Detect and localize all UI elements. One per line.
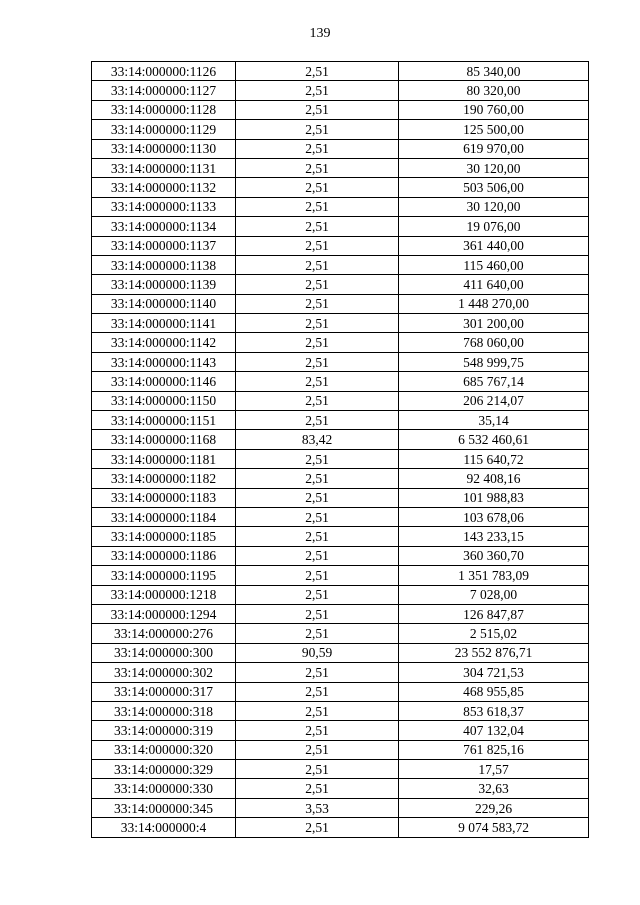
table-row bbox=[92, 585, 589, 604]
rate-cell: 2,51 bbox=[236, 139, 399, 158]
rate-cell: 2,51 bbox=[236, 217, 399, 236]
table-row bbox=[92, 352, 589, 371]
value-cell: 190 760,00 bbox=[399, 100, 589, 119]
rate-cell: 2,51 bbox=[236, 158, 399, 177]
rate-cell: 2,51 bbox=[236, 449, 399, 468]
cadastral-number-cell: 33:14:000000:4 bbox=[92, 818, 236, 837]
value-cell: 503 506,00 bbox=[399, 178, 589, 197]
value-cell: 30 120,00 bbox=[399, 158, 589, 177]
cadastral-number-cell: 33:14:000000:1185 bbox=[92, 527, 236, 546]
value-cell: 9 074 583,72 bbox=[399, 818, 589, 837]
cadastral-number-cell: 33:14:000000:1150 bbox=[92, 391, 236, 410]
cadastral-number-cell: 33:14:000000:1133 bbox=[92, 197, 236, 216]
rate-cell: 2,51 bbox=[236, 333, 399, 352]
cadastral-number-cell: 33:14:000000:1143 bbox=[92, 352, 236, 371]
rate-cell: 2,51 bbox=[236, 527, 399, 546]
table-row bbox=[92, 333, 589, 352]
table-row bbox=[92, 701, 589, 720]
value-cell: 80 320,00 bbox=[399, 81, 589, 100]
rate-cell: 2,51 bbox=[236, 372, 399, 391]
rate-cell: 2,51 bbox=[236, 663, 399, 682]
value-cell: 685 767,14 bbox=[399, 372, 589, 391]
cadastral-number-cell: 33:14:000000:1140 bbox=[92, 294, 236, 313]
table-row bbox=[92, 178, 589, 197]
table-row bbox=[92, 139, 589, 158]
rate-cell: 2,51 bbox=[236, 197, 399, 216]
table-row bbox=[92, 779, 589, 798]
value-cell: 115 460,00 bbox=[399, 255, 589, 274]
table-row bbox=[92, 120, 589, 139]
value-cell: 126 847,87 bbox=[399, 604, 589, 623]
cadastral-number-cell: 33:14:000000:1126 bbox=[92, 62, 236, 81]
value-cell: 7 028,00 bbox=[399, 585, 589, 604]
cadastral-number-cell: 33:14:000000:329 bbox=[92, 760, 236, 779]
cadastral-number-cell: 33:14:000000:1182 bbox=[92, 469, 236, 488]
table-row bbox=[92, 275, 589, 294]
cadastral-number-cell: 33:14:000000:1181 bbox=[92, 449, 236, 468]
table-row bbox=[92, 449, 589, 468]
value-cell: 206 214,07 bbox=[399, 391, 589, 410]
value-cell: 85 340,00 bbox=[399, 62, 589, 81]
cadastral-number-cell: 33:14:000000:1186 bbox=[92, 546, 236, 565]
cadastral-number-cell: 33:14:000000:276 bbox=[92, 624, 236, 643]
cadastral-number-cell: 33:14:000000:1130 bbox=[92, 139, 236, 158]
value-cell: 32,63 bbox=[399, 779, 589, 798]
rate-cell: 2,51 bbox=[236, 779, 399, 798]
value-cell: 468 955,85 bbox=[399, 682, 589, 701]
table-row bbox=[92, 721, 589, 740]
rate-cell: 2,51 bbox=[236, 818, 399, 837]
value-cell: 360 360,70 bbox=[399, 546, 589, 565]
rate-cell: 2,51 bbox=[236, 546, 399, 565]
rate-cell: 2,51 bbox=[236, 81, 399, 100]
cadastral-number-cell: 33:14:000000:1128 bbox=[92, 100, 236, 119]
value-cell: 229,26 bbox=[399, 798, 589, 817]
rate-cell: 2,51 bbox=[236, 178, 399, 197]
rate-cell: 2,51 bbox=[236, 760, 399, 779]
table-row bbox=[92, 507, 589, 526]
table-row bbox=[92, 663, 589, 682]
cadastral-number-cell: 33:14:000000:1134 bbox=[92, 217, 236, 236]
table-row bbox=[92, 100, 589, 119]
cadastral-number-cell: 33:14:000000:1294 bbox=[92, 604, 236, 623]
cadastral-number-cell: 33:14:000000:1139 bbox=[92, 275, 236, 294]
rate-cell: 2,51 bbox=[236, 294, 399, 313]
table-row bbox=[92, 760, 589, 779]
value-cell: 35,14 bbox=[399, 411, 589, 430]
rate-cell: 2,51 bbox=[236, 469, 399, 488]
cadastral-number-cell: 33:14:000000:1218 bbox=[92, 585, 236, 604]
rate-cell: 2,51 bbox=[236, 507, 399, 526]
rate-cell: 2,51 bbox=[236, 624, 399, 643]
table-row bbox=[92, 255, 589, 274]
table-row bbox=[92, 527, 589, 546]
value-cell: 2 515,02 bbox=[399, 624, 589, 643]
value-cell: 619 970,00 bbox=[399, 139, 589, 158]
rate-cell: 2,51 bbox=[236, 488, 399, 507]
cadastral-number-cell: 33:14:000000:1131 bbox=[92, 158, 236, 177]
table-row bbox=[92, 294, 589, 313]
rate-cell: 2,51 bbox=[236, 120, 399, 139]
cadastral-number-cell: 33:14:000000:317 bbox=[92, 682, 236, 701]
value-cell: 761 825,16 bbox=[399, 740, 589, 759]
table-row bbox=[92, 236, 589, 255]
table-row bbox=[92, 314, 589, 333]
cadastral-number-cell: 33:14:000000:1137 bbox=[92, 236, 236, 255]
rate-cell: 2,51 bbox=[236, 682, 399, 701]
value-cell: 103 678,06 bbox=[399, 507, 589, 526]
table-row bbox=[92, 488, 589, 507]
value-cell: 853 618,37 bbox=[399, 701, 589, 720]
value-cell: 30 120,00 bbox=[399, 197, 589, 216]
cadastral-number-cell: 33:14:000000:1142 bbox=[92, 333, 236, 352]
rate-cell: 2,51 bbox=[236, 275, 399, 294]
rate-cell: 3,53 bbox=[236, 798, 399, 817]
value-cell: 1 448 270,00 bbox=[399, 294, 589, 313]
value-cell: 407 132,04 bbox=[399, 721, 589, 740]
cadastral-number-cell: 33:14:000000:1184 bbox=[92, 507, 236, 526]
rate-cell: 2,51 bbox=[236, 740, 399, 759]
value-cell: 548 999,75 bbox=[399, 352, 589, 371]
cadastral-number-cell: 33:14:000000:1138 bbox=[92, 255, 236, 274]
rate-cell: 2,51 bbox=[236, 585, 399, 604]
value-cell: 17,57 bbox=[399, 760, 589, 779]
cadastral-number-cell: 33:14:000000:1151 bbox=[92, 411, 236, 430]
value-cell: 361 440,00 bbox=[399, 236, 589, 255]
cadastral-number-cell: 33:14:000000:345 bbox=[92, 798, 236, 817]
rate-cell: 2,51 bbox=[236, 411, 399, 430]
value-cell: 1 351 783,09 bbox=[399, 566, 589, 585]
table-row bbox=[92, 818, 589, 837]
table-row bbox=[92, 566, 589, 585]
cadastral-number-cell: 33:14:000000:1141 bbox=[92, 314, 236, 333]
table-row bbox=[92, 197, 589, 216]
cadastral-number-cell: 33:14:000000:1168 bbox=[92, 430, 236, 449]
cadastral-number-cell: 33:14:000000:1183 bbox=[92, 488, 236, 507]
rate-cell: 2,51 bbox=[236, 100, 399, 119]
cadastral-number-cell: 33:14:000000:1195 bbox=[92, 566, 236, 585]
rate-cell: 2,51 bbox=[236, 391, 399, 410]
table-row bbox=[92, 62, 589, 81]
cadastral-number-cell: 33:14:000000:302 bbox=[92, 663, 236, 682]
value-cell: 6 532 460,61 bbox=[399, 430, 589, 449]
value-cell: 115 640,72 bbox=[399, 449, 589, 468]
value-cell: 125 500,00 bbox=[399, 120, 589, 139]
table-row bbox=[92, 430, 589, 449]
cadastral-value-table bbox=[91, 61, 589, 838]
rate-cell: 2,51 bbox=[236, 352, 399, 371]
rate-cell: 83,42 bbox=[236, 430, 399, 449]
rate-cell: 2,51 bbox=[236, 566, 399, 585]
table-row bbox=[92, 682, 589, 701]
table-row bbox=[92, 624, 589, 643]
table-row bbox=[92, 158, 589, 177]
value-cell: 768 060,00 bbox=[399, 333, 589, 352]
table-row bbox=[92, 546, 589, 565]
rate-cell: 2,51 bbox=[236, 701, 399, 720]
rate-cell: 2,51 bbox=[236, 604, 399, 623]
rate-cell: 2,51 bbox=[236, 314, 399, 333]
table-row bbox=[92, 643, 589, 662]
cadastral-number-cell: 33:14:000000:300 bbox=[92, 643, 236, 662]
value-cell: 301 200,00 bbox=[399, 314, 589, 333]
cadastral-number-cell: 33:14:000000:330 bbox=[92, 779, 236, 798]
value-cell: 101 988,83 bbox=[399, 488, 589, 507]
rate-cell: 90,59 bbox=[236, 643, 399, 662]
table-row bbox=[92, 740, 589, 759]
table-row bbox=[92, 469, 589, 488]
value-cell: 23 552 876,71 bbox=[399, 643, 589, 662]
value-cell: 92 408,16 bbox=[399, 469, 589, 488]
cadastral-number-cell: 33:14:000000:1132 bbox=[92, 178, 236, 197]
table-row bbox=[92, 81, 589, 100]
table-body bbox=[92, 62, 589, 838]
value-cell: 19 076,00 bbox=[399, 217, 589, 236]
table-row bbox=[92, 604, 589, 623]
cadastral-number-cell: 33:14:000000:1129 bbox=[92, 120, 236, 139]
cadastral-number-cell: 33:14:000000:318 bbox=[92, 701, 236, 720]
cadastral-number-cell: 33:14:000000:1146 bbox=[92, 372, 236, 391]
page-number: 139 bbox=[309, 26, 331, 41]
rate-cell: 2,51 bbox=[236, 255, 399, 274]
value-cell: 411 640,00 bbox=[399, 275, 589, 294]
value-cell: 304 721,53 bbox=[399, 663, 589, 682]
table-row bbox=[92, 391, 589, 410]
cadastral-number-cell: 33:14:000000:319 bbox=[92, 721, 236, 740]
table-row bbox=[92, 798, 589, 817]
rate-cell: 2,51 bbox=[236, 62, 399, 81]
table-row bbox=[92, 411, 589, 430]
cadastral-number-cell: 33:14:000000:320 bbox=[92, 740, 236, 759]
table-row bbox=[92, 217, 589, 236]
table-row bbox=[92, 372, 589, 391]
cadastral-number-cell: 33:14:000000:1127 bbox=[92, 81, 236, 100]
rate-cell: 2,51 bbox=[236, 721, 399, 740]
rate-cell: 2,51 bbox=[236, 236, 399, 255]
value-cell: 143 233,15 bbox=[399, 527, 589, 546]
